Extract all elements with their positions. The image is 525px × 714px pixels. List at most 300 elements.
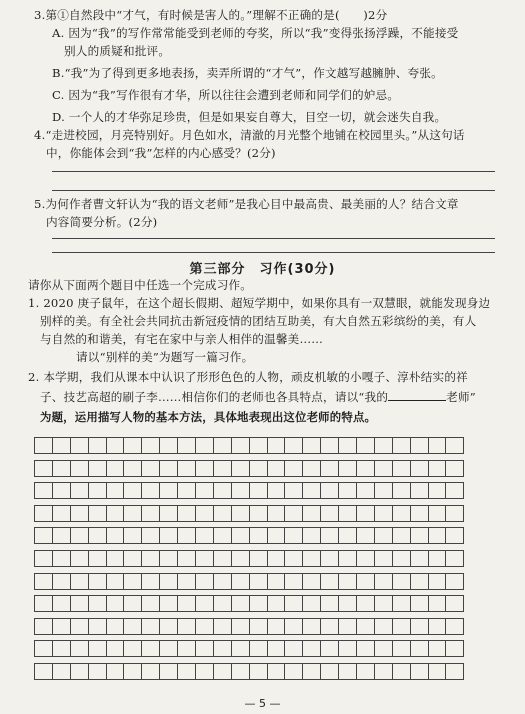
grid-cell[interactable] xyxy=(445,573,464,590)
grid-cell[interactable] xyxy=(356,437,375,454)
grid-cell[interactable] xyxy=(52,640,71,657)
grid-cell[interactable] xyxy=(410,595,429,612)
grid-cell[interactable] xyxy=(88,460,107,477)
grid-cell[interactable] xyxy=(159,663,178,680)
grid-cell[interactable] xyxy=(231,505,250,522)
grid-cell[interactable] xyxy=(302,618,321,635)
grid-cell[interactable] xyxy=(213,505,232,522)
grid-cell[interactable] xyxy=(302,640,321,657)
grid-cell[interactable] xyxy=(177,482,196,499)
grid-cell[interactable] xyxy=(267,550,286,567)
grid-cell[interactable] xyxy=(428,595,447,612)
grid-cell[interactable] xyxy=(320,437,339,454)
grid-cell[interactable] xyxy=(428,437,447,454)
grid-cell[interactable] xyxy=(123,437,142,454)
grid-cell[interactable] xyxy=(392,527,411,544)
topic2-line1: 2. 本学期，我们从课本中认识了形形色色的人物，顽皮机敏的小嘎子、淳朴结实的祥 xyxy=(28,370,468,384)
grid-cell[interactable] xyxy=(284,640,303,657)
grid-cell[interactable] xyxy=(410,482,429,499)
grid-cell[interactable] xyxy=(320,640,339,657)
grid-cell[interactable] xyxy=(392,550,411,567)
grid-cell[interactable] xyxy=(374,573,393,590)
grid-cell[interactable] xyxy=(249,527,268,544)
q4-line1: 4.“走进校园，月亮特别好。月色如水，清澈的月光整个地铺在校园里头。”从这句话 xyxy=(34,128,465,142)
topic1-line3: 与自然的和谐美，有宅在家中与亲人相伴的温馨美…… xyxy=(40,332,324,346)
grid-cell[interactable] xyxy=(70,640,89,657)
grid-cell[interactable] xyxy=(338,527,357,544)
grid-cell[interactable] xyxy=(141,550,160,567)
grid-cell[interactable] xyxy=(52,595,71,612)
grid-cell[interactable] xyxy=(338,663,357,680)
grid-cell[interactable] xyxy=(356,460,375,477)
grid-cell[interactable] xyxy=(141,527,160,544)
grid-cell[interactable] xyxy=(302,527,321,544)
q5-answer-line-2[interactable] xyxy=(52,252,495,253)
grid-cell[interactable] xyxy=(320,618,339,635)
grid-cell[interactable] xyxy=(338,618,357,635)
grid-cell[interactable] xyxy=(213,663,232,680)
grid-cell[interactable] xyxy=(231,573,250,590)
grid-cell[interactable] xyxy=(106,663,125,680)
grid-cell[interactable] xyxy=(267,460,286,477)
topic1-line2: 别样的美。有全社会共同抗击新冠疫情的团结互助美，有大自然五彩缤纷的美，有人 xyxy=(40,314,477,328)
grid-cell[interactable] xyxy=(106,550,125,567)
grid-cell[interactable] xyxy=(106,618,125,635)
grid-cell[interactable] xyxy=(88,618,107,635)
grid-cell[interactable] xyxy=(70,595,89,612)
grid-cell[interactable] xyxy=(195,437,214,454)
grid-cell[interactable] xyxy=(123,550,142,567)
grid-cell[interactable] xyxy=(374,618,393,635)
grid-cell[interactable] xyxy=(195,527,214,544)
grid-cell[interactable] xyxy=(338,640,357,657)
grid-cell[interactable] xyxy=(70,573,89,590)
grid-cell[interactable] xyxy=(338,550,357,567)
grid-cell[interactable] xyxy=(159,550,178,567)
q5-answer-line-1[interactable] xyxy=(52,238,495,239)
grid-cell[interactable] xyxy=(267,573,286,590)
grid-cell[interactable] xyxy=(392,618,411,635)
grid-cell[interactable] xyxy=(141,460,160,477)
grid-cell[interactable] xyxy=(213,460,232,477)
grid-cell[interactable] xyxy=(445,663,464,680)
grid-cell[interactable] xyxy=(267,663,286,680)
grid-cell[interactable] xyxy=(249,663,268,680)
grid-cell[interactable] xyxy=(302,437,321,454)
grid-cell[interactable] xyxy=(106,437,125,454)
grid-cell[interactable] xyxy=(338,482,357,499)
grid-cell[interactable] xyxy=(213,595,232,612)
grid-cell[interactable] xyxy=(338,573,357,590)
q3-option-a: A. 因为“我”的写作常常能受到老师的夸奖，所以“我”变得张扬浮躁，不能接受 xyxy=(52,26,459,40)
grid-row xyxy=(34,595,486,612)
grid-cell[interactable] xyxy=(141,663,160,680)
grid-cell[interactable] xyxy=(284,618,303,635)
q3-option-c: C. 因为“我”写作很有才华，所以往往会遭到老师和同学们的妒忌。 xyxy=(52,88,400,102)
grid-cell[interactable] xyxy=(52,527,71,544)
grid-cell[interactable] xyxy=(392,640,411,657)
grid-cell[interactable] xyxy=(106,460,125,477)
grid-cell[interactable] xyxy=(70,663,89,680)
grid-cell[interactable] xyxy=(249,437,268,454)
grid-cell[interactable] xyxy=(445,550,464,567)
grid-cell[interactable] xyxy=(267,640,286,657)
grid-cell[interactable] xyxy=(52,460,71,477)
grid-cell[interactable] xyxy=(159,460,178,477)
grid-cell[interactable] xyxy=(213,482,232,499)
grid-cell[interactable] xyxy=(177,437,196,454)
grid-cell[interactable] xyxy=(52,550,71,567)
grid-cell[interactable] xyxy=(195,595,214,612)
grid-cell[interactable] xyxy=(123,527,142,544)
grid-cell[interactable] xyxy=(195,573,214,590)
grid-cell[interactable] xyxy=(213,640,232,657)
grid-cell[interactable] xyxy=(320,595,339,612)
grid-cell[interactable] xyxy=(231,550,250,567)
grid-cell[interactable] xyxy=(428,527,447,544)
grid-cell[interactable] xyxy=(356,527,375,544)
grid-cell[interactable] xyxy=(106,640,125,657)
grid-cell[interactable] xyxy=(249,573,268,590)
grid-cell[interactable] xyxy=(374,460,393,477)
grid-row xyxy=(34,527,486,544)
grid-cell[interactable] xyxy=(374,550,393,567)
grid-row xyxy=(34,573,486,590)
grid-cell[interactable] xyxy=(195,663,214,680)
topic2-line3: 为题，运用描写人物的基本方法，具体地表现出这位老师的特点。 xyxy=(40,410,377,424)
grid-cell[interactable] xyxy=(52,618,71,635)
grid-cell[interactable] xyxy=(231,437,250,454)
grid-cell[interactable] xyxy=(52,505,71,522)
grid-cell[interactable] xyxy=(195,640,214,657)
grid-cell[interactable] xyxy=(338,460,357,477)
composition-grid[interactable] xyxy=(34,437,486,681)
grid-cell[interactable] xyxy=(320,527,339,544)
grid-cell[interactable] xyxy=(177,640,196,657)
grid-cell[interactable] xyxy=(410,460,429,477)
grid-cell[interactable] xyxy=(177,460,196,477)
grid-cell[interactable] xyxy=(356,618,375,635)
grid-cell[interactable] xyxy=(445,640,464,657)
grid-cell[interactable] xyxy=(106,573,125,590)
grid-cell[interactable] xyxy=(70,437,89,454)
grid-cell[interactable] xyxy=(284,482,303,499)
grid-cell[interactable] xyxy=(302,550,321,567)
grid-cell[interactable] xyxy=(392,505,411,522)
grid-cell[interactable] xyxy=(34,595,53,612)
grid-cell[interactable] xyxy=(141,505,160,522)
grid-cell[interactable] xyxy=(249,618,268,635)
grid-cell[interactable] xyxy=(231,482,250,499)
grid-cell[interactable] xyxy=(70,505,89,522)
grid-cell[interactable] xyxy=(177,663,196,680)
grid-cell[interactable] xyxy=(338,437,357,454)
grid-cell[interactable] xyxy=(284,573,303,590)
grid-cell[interactable] xyxy=(374,505,393,522)
grid-cell[interactable] xyxy=(141,437,160,454)
grid-cell[interactable] xyxy=(267,482,286,499)
grid-cell[interactable] xyxy=(34,437,53,454)
grid-cell[interactable] xyxy=(34,573,53,590)
grid-cell[interactable] xyxy=(320,573,339,590)
grid-cell[interactable] xyxy=(34,505,53,522)
grid-cell[interactable] xyxy=(231,663,250,680)
grid-cell[interactable] xyxy=(374,482,393,499)
grid-cell[interactable] xyxy=(34,527,53,544)
grid-cell[interactable] xyxy=(34,460,53,477)
grid-cell[interactable] xyxy=(284,437,303,454)
topic2-line2-text: 子、技艺高超的刷子李……相信你们的老师也各具特点，请以“我的 xyxy=(40,390,389,404)
grid-cell[interactable] xyxy=(123,595,142,612)
grid-cell[interactable] xyxy=(249,550,268,567)
grid-cell[interactable] xyxy=(284,505,303,522)
topic1-line4: 请以“别样的美”为题写一篇习作。 xyxy=(76,350,254,364)
grid-cell[interactable] xyxy=(284,595,303,612)
grid-cell[interactable] xyxy=(88,640,107,657)
grid-cell[interactable] xyxy=(88,437,107,454)
grid-cell[interactable] xyxy=(267,595,286,612)
section-title: 第三部分 习作(30分) xyxy=(189,262,336,277)
grid-cell[interactable] xyxy=(267,505,286,522)
page-number: — 5 — xyxy=(244,697,281,710)
grid-cell[interactable] xyxy=(356,595,375,612)
grid-cell[interactable] xyxy=(141,573,160,590)
grid-cell[interactable] xyxy=(106,595,125,612)
grid-cell[interactable] xyxy=(141,482,160,499)
grid-row xyxy=(34,505,486,522)
grid-cell[interactable] xyxy=(356,640,375,657)
grid-cell[interactable] xyxy=(231,640,250,657)
grid-cell[interactable] xyxy=(267,618,286,635)
grid-cell[interactable] xyxy=(374,640,393,657)
grid-cell[interactable] xyxy=(231,595,250,612)
grid-cell[interactable] xyxy=(445,527,464,544)
grid-cell[interactable] xyxy=(177,505,196,522)
grid-cell[interactable] xyxy=(34,663,53,680)
grid-row xyxy=(34,460,486,477)
grid-cell[interactable] xyxy=(356,550,375,567)
grid-cell[interactable] xyxy=(123,663,142,680)
grid-cell[interactable] xyxy=(356,505,375,522)
grid-cell[interactable] xyxy=(249,595,268,612)
grid-cell[interactable] xyxy=(392,460,411,477)
grid-cell[interactable] xyxy=(213,573,232,590)
grid-cell[interactable] xyxy=(445,618,464,635)
grid-cell[interactable] xyxy=(52,573,71,590)
grid-cell[interactable] xyxy=(195,505,214,522)
grid-cell[interactable] xyxy=(392,573,411,590)
topic2-line2 xyxy=(40,390,505,405)
grid-cell[interactable] xyxy=(159,573,178,590)
q4-line2: 中，你能体会到“我”怎样的内心感受？(2分) xyxy=(46,146,276,160)
grid-cell[interactable] xyxy=(428,640,447,657)
grid-cell[interactable] xyxy=(195,618,214,635)
grid-cell[interactable] xyxy=(52,663,71,680)
grid-cell[interactable] xyxy=(445,595,464,612)
grid-cell[interactable] xyxy=(410,618,429,635)
grid-cell[interactable] xyxy=(34,618,53,635)
grid-cell[interactable] xyxy=(88,482,107,499)
grid-cell[interactable] xyxy=(106,505,125,522)
grid-cell[interactable] xyxy=(177,527,196,544)
grid-row xyxy=(34,663,486,680)
grid-cell[interactable] xyxy=(302,505,321,522)
grid-cell[interactable] xyxy=(106,527,125,544)
grid-cell[interactable] xyxy=(34,550,53,567)
grid-cell[interactable] xyxy=(213,527,232,544)
q3-option-a-cont: 别人的质疑和批评。 xyxy=(64,44,171,58)
grid-cell[interactable] xyxy=(267,437,286,454)
grid-cell[interactable] xyxy=(374,437,393,454)
grid-cell[interactable] xyxy=(88,550,107,567)
grid-cell[interactable] xyxy=(159,595,178,612)
grid-cell[interactable] xyxy=(428,550,447,567)
grid-cell[interactable] xyxy=(410,550,429,567)
grid-cell[interactable] xyxy=(302,595,321,612)
grid-cell[interactable] xyxy=(410,505,429,522)
grid-cell[interactable] xyxy=(231,618,250,635)
grid-cell[interactable] xyxy=(374,595,393,612)
grid-cell[interactable] xyxy=(106,482,125,499)
grid-cell[interactable] xyxy=(410,640,429,657)
grid-cell[interactable] xyxy=(141,640,160,657)
grid-cell[interactable] xyxy=(445,482,464,499)
grid-cell[interactable] xyxy=(123,482,142,499)
grid-cell[interactable] xyxy=(88,663,107,680)
teacher-blank[interactable] xyxy=(388,390,446,401)
q4-answer-line-1[interactable] xyxy=(52,171,495,172)
grid-cell[interactable] xyxy=(159,527,178,544)
grid-cell[interactable] xyxy=(428,618,447,635)
grid-cell[interactable] xyxy=(195,550,214,567)
q3-stem: 3.第①自然段中“才气，有时候是害人的。”理解不正确的是( )2分 xyxy=(34,8,388,22)
grid-cell[interactable] xyxy=(70,482,89,499)
grid-cell[interactable] xyxy=(284,460,303,477)
q5-line2: 内容简要分析。(2分) xyxy=(46,215,158,229)
grid-cell[interactable] xyxy=(195,482,214,499)
grid-cell[interactable] xyxy=(320,663,339,680)
grid-cell[interactable] xyxy=(123,573,142,590)
grid-cell[interactable] xyxy=(34,640,53,657)
grid-row xyxy=(34,550,486,567)
grid-cell[interactable] xyxy=(428,482,447,499)
grid-cell[interactable] xyxy=(356,663,375,680)
grid-cell[interactable] xyxy=(70,527,89,544)
grid-cell[interactable] xyxy=(70,550,89,567)
q3-option-b: B.“我”为了得到更多地表扬，卖弄所谓的“才气”，作文越写越臃肿、夸张。 xyxy=(52,66,443,80)
grid-cell[interactable] xyxy=(428,663,447,680)
grid-cell[interactable] xyxy=(320,460,339,477)
grid-cell[interactable] xyxy=(141,618,160,635)
topic1-line1: 1. 2020 庚子鼠年，在这个超长假期、超短学期中，如果你具有一双慧眼，就能发现身边 xyxy=(28,296,491,310)
grid-cell[interactable] xyxy=(249,505,268,522)
grid-cell[interactable] xyxy=(141,595,160,612)
topic2-line2-end: 老师” xyxy=(446,390,476,404)
grid-cell[interactable] xyxy=(249,640,268,657)
grid-cell[interactable] xyxy=(34,482,53,499)
grid-cell[interactable] xyxy=(284,663,303,680)
grid-cell[interactable] xyxy=(88,595,107,612)
grid-cell[interactable] xyxy=(249,460,268,477)
grid-cell[interactable] xyxy=(374,527,393,544)
grid-cell[interactable] xyxy=(177,595,196,612)
grid-cell[interactable] xyxy=(410,663,429,680)
grid-cell[interactable] xyxy=(88,527,107,544)
grid-cell[interactable] xyxy=(123,640,142,657)
grid-cell[interactable] xyxy=(392,663,411,680)
grid-cell[interactable] xyxy=(392,437,411,454)
grid-cell[interactable] xyxy=(249,482,268,499)
grid-cell[interactable] xyxy=(159,482,178,499)
grid-cell[interactable] xyxy=(123,460,142,477)
grid-cell[interactable] xyxy=(445,460,464,477)
grid-cell[interactable] xyxy=(123,505,142,522)
grid-cell[interactable] xyxy=(302,460,321,477)
grid-cell[interactable] xyxy=(320,550,339,567)
grid-cell[interactable] xyxy=(159,640,178,657)
grid-cell[interactable] xyxy=(320,482,339,499)
grid-cell[interactable] xyxy=(428,460,447,477)
grid-cell[interactable] xyxy=(428,573,447,590)
grid-cell[interactable] xyxy=(392,595,411,612)
grid-cell[interactable] xyxy=(302,573,321,590)
grid-cell[interactable] xyxy=(159,437,178,454)
grid-cell[interactable] xyxy=(123,618,142,635)
grid-cell[interactable] xyxy=(338,505,357,522)
grid-cell[interactable] xyxy=(213,550,232,567)
grid-cell[interactable] xyxy=(284,527,303,544)
grid-cell[interactable] xyxy=(213,618,232,635)
grid-cell[interactable] xyxy=(302,482,321,499)
grid-cell[interactable] xyxy=(195,460,214,477)
grid-cell[interactable] xyxy=(177,550,196,567)
grid-cell[interactable] xyxy=(231,527,250,544)
grid-cell[interactable] xyxy=(356,482,375,499)
grid-cell[interactable] xyxy=(70,460,89,477)
grid-cell[interactable] xyxy=(428,505,447,522)
grid-cell[interactable] xyxy=(356,573,375,590)
grid-cell[interactable] xyxy=(445,505,464,522)
grid-cell[interactable] xyxy=(70,618,89,635)
grid-cell[interactable] xyxy=(177,618,196,635)
grid-cell[interactable] xyxy=(88,505,107,522)
grid-cell[interactable] xyxy=(213,437,232,454)
grid-cell[interactable] xyxy=(267,527,286,544)
grid-cell[interactable] xyxy=(374,663,393,680)
grid-cell[interactable] xyxy=(392,482,411,499)
grid-cell[interactable] xyxy=(445,437,464,454)
grid-cell[interactable] xyxy=(177,573,196,590)
q5-line1: 5.为何作者曹文轩认为“我的语文老师”是我心目中最高贵、最美丽的人？结合文章 xyxy=(34,197,459,211)
q4-answer-line-2[interactable] xyxy=(52,190,495,191)
section-intro: 请你从下面两个题目中任选一个完成习作。 xyxy=(28,278,253,292)
q3-option-d: D. 一个人的才华弥足珍贵，但是如果妄自尊大，目空一切，就会迷失自我。 xyxy=(52,110,447,124)
grid-cell[interactable] xyxy=(338,595,357,612)
grid-cell[interactable] xyxy=(410,437,429,454)
grid-cell[interactable] xyxy=(159,505,178,522)
grid-cell[interactable] xyxy=(52,482,71,499)
grid-cell[interactable] xyxy=(88,573,107,590)
grid-cell[interactable] xyxy=(320,505,339,522)
grid-cell[interactable] xyxy=(284,550,303,567)
grid-cell[interactable] xyxy=(52,437,71,454)
grid-cell[interactable] xyxy=(410,527,429,544)
grid-row xyxy=(34,640,486,657)
grid-cell[interactable] xyxy=(410,573,429,590)
grid-cell[interactable] xyxy=(159,618,178,635)
grid-cell[interactable] xyxy=(231,460,250,477)
grid-cell[interactable] xyxy=(302,663,321,680)
